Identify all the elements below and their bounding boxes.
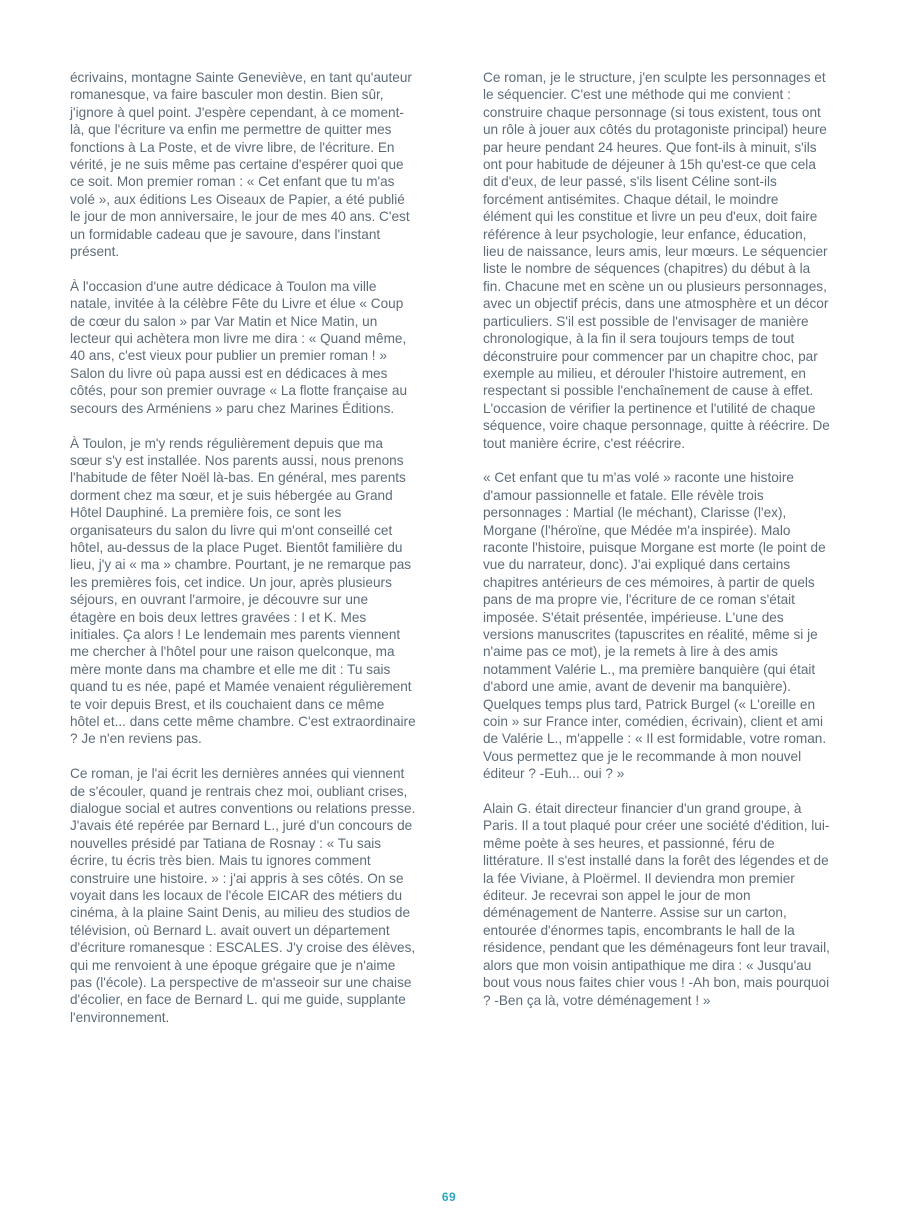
paragraph: écrivains, montagne Sainte Geneviève, en tant qu'auteur romanesque, va faire basculer mon destin. Bien sûr, j'ignore à quel point. J'espère cependant, à ce moment-là, que l'écriture va enfin me permettre de quitter mes fonctions à La Poste, et de vivre libre, de l'écriture. En vérité, je ne suis même pas certaine d'espérer quoi que ce soit. Mon premier roman : « Cet enfant que tu m'as volé », aux éditions Les Oiseaux de Papier, a été publié le jour de mon anniversaire, le jour de mes 40 ans. C'est un formidable cadeau que je savoure, dans l'instant présent. xyxy=(70,70,412,260)
paragraph: À l'occasion d'une autre dédicace à Toulon ma ville natale, invitée à la célèbre Fête du Livre et élue « Coup de cœur du salon » par Var Matin et Nice Matin, un lecteur qui achètera mon livre me dira : « Quand même, 40 ans, c'est vieux pour publier un premier roman ! » xyxy=(70,278,407,364)
paragraph: À Toulon, je m'y rends régulièrement depuis que ma sœur s'y est installée. Nos parents aussi, nous prenons l'habitude de fêter Noël là-bas. En général, mes parents dorment chez ma sœur, et je suis hébergée au Grand Hôtel Dauphiné. La première fois, ce sont les organisateurs du salon du livre qui m'ont conseillé cet hôtel, au-dessus de la place Puget. Bientôt familière du lieu, j'y ai « ma » chambre. Pourtant, je ne remarque pas les premières fois, cet indice. Un jour, après plusieurs séjours, en ouvrant l'armoire, je découvre sur une étagère en bois deux lettres gravées : I et K. Mes initiales. Ça alors ! Le lendemain mes parents viennent me chercher à l'hôtel pour une raison quelconque, ma mère monte dans ma chambre et elle me dit : Tu sais quand tu es née, papé et Mamée venaient régulièrement te voir depuis Brest, et ils couchaient dans ce même hôtel et... dans cette même chambre. C'est extraordinaire ? Je n'en reviens pas. xyxy=(70,435,416,747)
left-column xyxy=(70,69,417,1044)
page-number: 69 xyxy=(441,1190,457,1204)
two-column-text-block xyxy=(70,69,830,1044)
right-column xyxy=(483,69,830,1044)
paragraph: Alain G. était directeur financier d'un grand groupe, à Paris. Il a tout plaqué pour créer une société d'édition, lui-même poète à ses heures, et passionné, féru de littérature. Il s'est installé dans la forêt des légendes et de la fée Viviane, à Ploërmel. Il deviendra mon premier éditeur. Je recevrai son appel le jour de mon déménagement de Nanterre. Assise sur un carton, entourée d'énormes tapis, encombrants le hall de la résidence, pendant que les déménageurs font leur travail, alors que mon voisin antipathique me dira : « Jusqu'au bout vous nous faites chier vous ! -Ah bon, mais pourquoi ? -Ben ça là, votre déménagement ! » xyxy=(483,801,830,1008)
paragraph: Ce roman, je le structure, j'en sculpte les personnages et le séquencier. C'est une méthode qui me convient : construire chaque personnage (si tous existent, tous ont un rôle à jouer aux côtés du protagoniste principal) heure par heure pendant 24 heures. Que font-ils à minuit, s'ils ont pour habitude de déjeuner à 15h qu'est-ce que cela dit d'eux, de leur passé, s'ils lisent Céline sont-ils forcément antisémites. Chaque détail, le moindre élément qui les constitue et livre un peu d'eux, doit faire référence à leur psychologie, leur enfance, éducation, lieu de naissance, leurs amis, leur mœurs. Le séquencier liste le nombre de séquences (chapitres) du début à la fin. Chacune met en scène un ou plusieurs personnages, avec un objectif précis, dans une atmosphère et un décor particuliers. S'il est possible de l'envisager de manière chronologique, à la fin il sera toujours temps de tout déconstruire pour commencer par un chapitre choc, par exemple au milieu, et dérouler l'histoire autrement, en respectant si possible l'enchaînement de cause à effet. L'occasion de vérifier la pertinence et l'utilité de chaque séquence, voire chaque personnage, quitte à réécrire. De tout manière écrire, c'est réécrire. xyxy=(483,70,830,451)
paragraph: Salon du livre où papa aussi est en dédicaces à mes côtés, pour son premier ouvrage « La flotte française au secours des Arméniens » paru chez Marines Éditions. xyxy=(70,365,408,416)
paragraph: « Cet enfant que tu m'as volé » raconte une histoire d'amour passionnelle et fatale. Elle révèle trois personnages : Martial (le méchant), Clarisse (l'ex), Morgane (l'héroïne, que Médée m'a inspirée). Malo raconte l'histoire, puisque Morgane est morte (le point de vue du narrateur, donc). J'ai expliqué dans certains chapitres antérieurs de ces mémoires, à partir de quels pans de ma propre vie, l'écriture de ce roman s'était imposée. S'était présentée, impérieuse. L'une des versions manuscrites (tapuscrites en réalité, même si je n'aime pas ce mot), je la remets à lire à des amis notamment Valérie L., ma première banquière (qui était d'abord une amie, avant de devenir ma banquière). Quelques temps plus tard, Patrick Burgel (« L'oreille en coin » sur France inter, comédien, écrivain), client et ami de Valérie L., m'appelle : « Il est formidable, votre roman. Vous permettez que je le recommande à mon nouvel éditeur ? -Euh... oui ? » xyxy=(483,470,827,782)
paragraph: Ce roman, je l'ai écrit les dernières années qui viennent de s'écouler, quand je rentrais chez moi, oubliant crises, dialogue social et autres conventions ou relations presse. J'avais été repérée par Bernard L., juré d'un concours de nouvelles présidé par Tatiana de Rosnay : « Tu sais écrire, tu écris très bien. Mais tu ignores comment construire une histoire. » : j'ai appris à ses côtés. On se voyait dans les locaux de l'école EICAR des métiers du cinéma, à la plaine Saint Denis, au milieu des studios de télévision, où Bernard L. avait ouvert un département d'écriture romanesque : ESCALES. J'y croise des élèves, qui me renvoient à une époque grégaire que je n'aime pas (l'école). La perspective de m'asseoir sur une chaise d'écolier, en face de Bernard L. qui me guide, supplante l'environnement. xyxy=(70,766,416,1025)
